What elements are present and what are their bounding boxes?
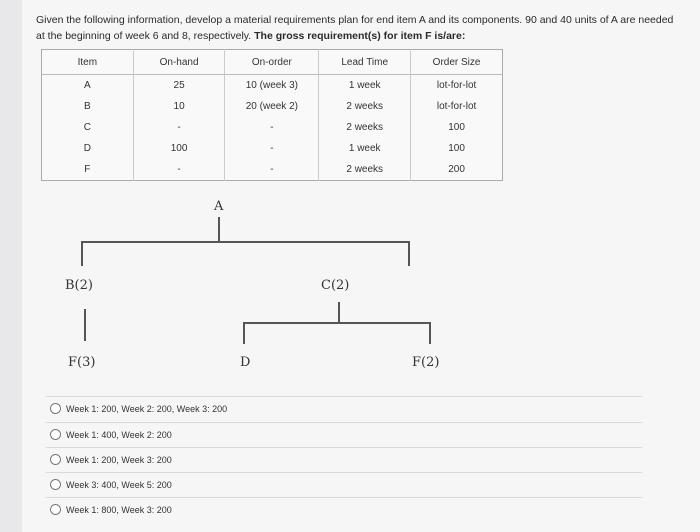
- tree-node-f-under-b: F(3): [68, 355, 96, 370]
- tree-connector: [243, 322, 245, 344]
- tree-node-b: B(2): [65, 278, 93, 293]
- tree-connector: [81, 241, 83, 266]
- answer-option[interactable]: [50, 403, 227, 414]
- radio-button[interactable]: [50, 403, 61, 414]
- option-label: Week 1: 200, Week 2: 200, Week 3: 200: [66, 403, 228, 414]
- cell-order-size: 100: [411, 117, 503, 138]
- cell-order-size: 200: [411, 159, 503, 181]
- divider: [46, 396, 642, 397]
- cell-item: D: [83, 143, 91, 154]
- tree-node-c: C(2): [321, 278, 350, 293]
- option-label: Week 1: 400, Week 2: 200: [66, 429, 172, 440]
- header-item: Item: [42, 50, 134, 75]
- tree-node-a: A: [214, 199, 224, 214]
- cell-lead-time: 1 week: [319, 138, 411, 159]
- cell-on-hand: 100: [133, 138, 225, 159]
- question-body: Given the following information, develop a material requirements plan for end item A and its components. 90 and 40 units of A are needed at the beginning of week 6 and 8, respectively.: [36, 14, 674, 42]
- cell-order-size: 100: [411, 138, 503, 159]
- cell-lead-time: 2 weeks: [319, 96, 411, 117]
- cell-lead-time: 2 weeks: [319, 159, 411, 181]
- cell-on-hand: -: [133, 159, 225, 181]
- divider: [46, 422, 642, 423]
- cell-item: C: [83, 122, 91, 133]
- answer-option[interactable]: [50, 504, 172, 515]
- cell-on-hand: -: [133, 117, 225, 138]
- divider: [46, 497, 642, 498]
- tree-node-f-under-c: F(2): [412, 355, 440, 370]
- cell-lead-time: 2 weeks: [319, 117, 411, 138]
- cell-order-size: lot-for-lot: [411, 96, 503, 117]
- question-prompt: The gross requirement(s) for item F is/are:: [254, 30, 466, 42]
- tree-connector: [429, 322, 431, 344]
- header-on-order: On-order: [225, 50, 319, 75]
- radio-button[interactable]: [50, 479, 61, 490]
- answer-option[interactable]: [50, 479, 172, 490]
- cell-on-hand: 25: [133, 75, 225, 97]
- header-lead-time: Lead Time: [319, 50, 411, 75]
- header-order-size: Order Size: [411, 50, 503, 75]
- cell-on-order: 10 (week 3): [225, 75, 319, 97]
- option-label: Week 1: 800, Week 3: 200: [66, 504, 172, 515]
- radio-button[interactable]: [50, 504, 61, 515]
- cell-lead-time: 1 week: [319, 75, 411, 97]
- cell-on-order: -: [225, 159, 319, 181]
- tree-connector: [243, 322, 431, 324]
- answer-option[interactable]: [50, 454, 172, 465]
- divider: [46, 447, 642, 448]
- cell-on-order: -: [225, 117, 319, 138]
- tree-connector: [218, 217, 220, 242]
- cell-item: A: [84, 80, 91, 91]
- cell-order-size: lot-for-lot: [411, 75, 503, 97]
- radio-button[interactable]: [50, 454, 61, 465]
- cell-on-order: 20 (week 2): [225, 96, 319, 117]
- answer-option[interactable]: [50, 429, 172, 440]
- cell-item: F: [84, 164, 91, 175]
- tree-connector: [84, 309, 86, 341]
- cell-on-order: -: [225, 138, 319, 159]
- option-label: Week 1: 200, Week 3: 200: [66, 454, 172, 465]
- tree-connector: [338, 302, 340, 324]
- radio-button[interactable]: [50, 429, 61, 440]
- cell-item: B: [84, 101, 91, 112]
- divider: [46, 472, 642, 473]
- tree-node-d: D: [240, 355, 251, 370]
- tree-connector: [81, 241, 410, 243]
- tree-connector: [408, 241, 410, 266]
- cell-on-hand: 10: [133, 96, 225, 117]
- option-label: Week 3: 400, Week 5: 200: [66, 479, 172, 490]
- header-on-hand: On-hand: [133, 50, 225, 75]
